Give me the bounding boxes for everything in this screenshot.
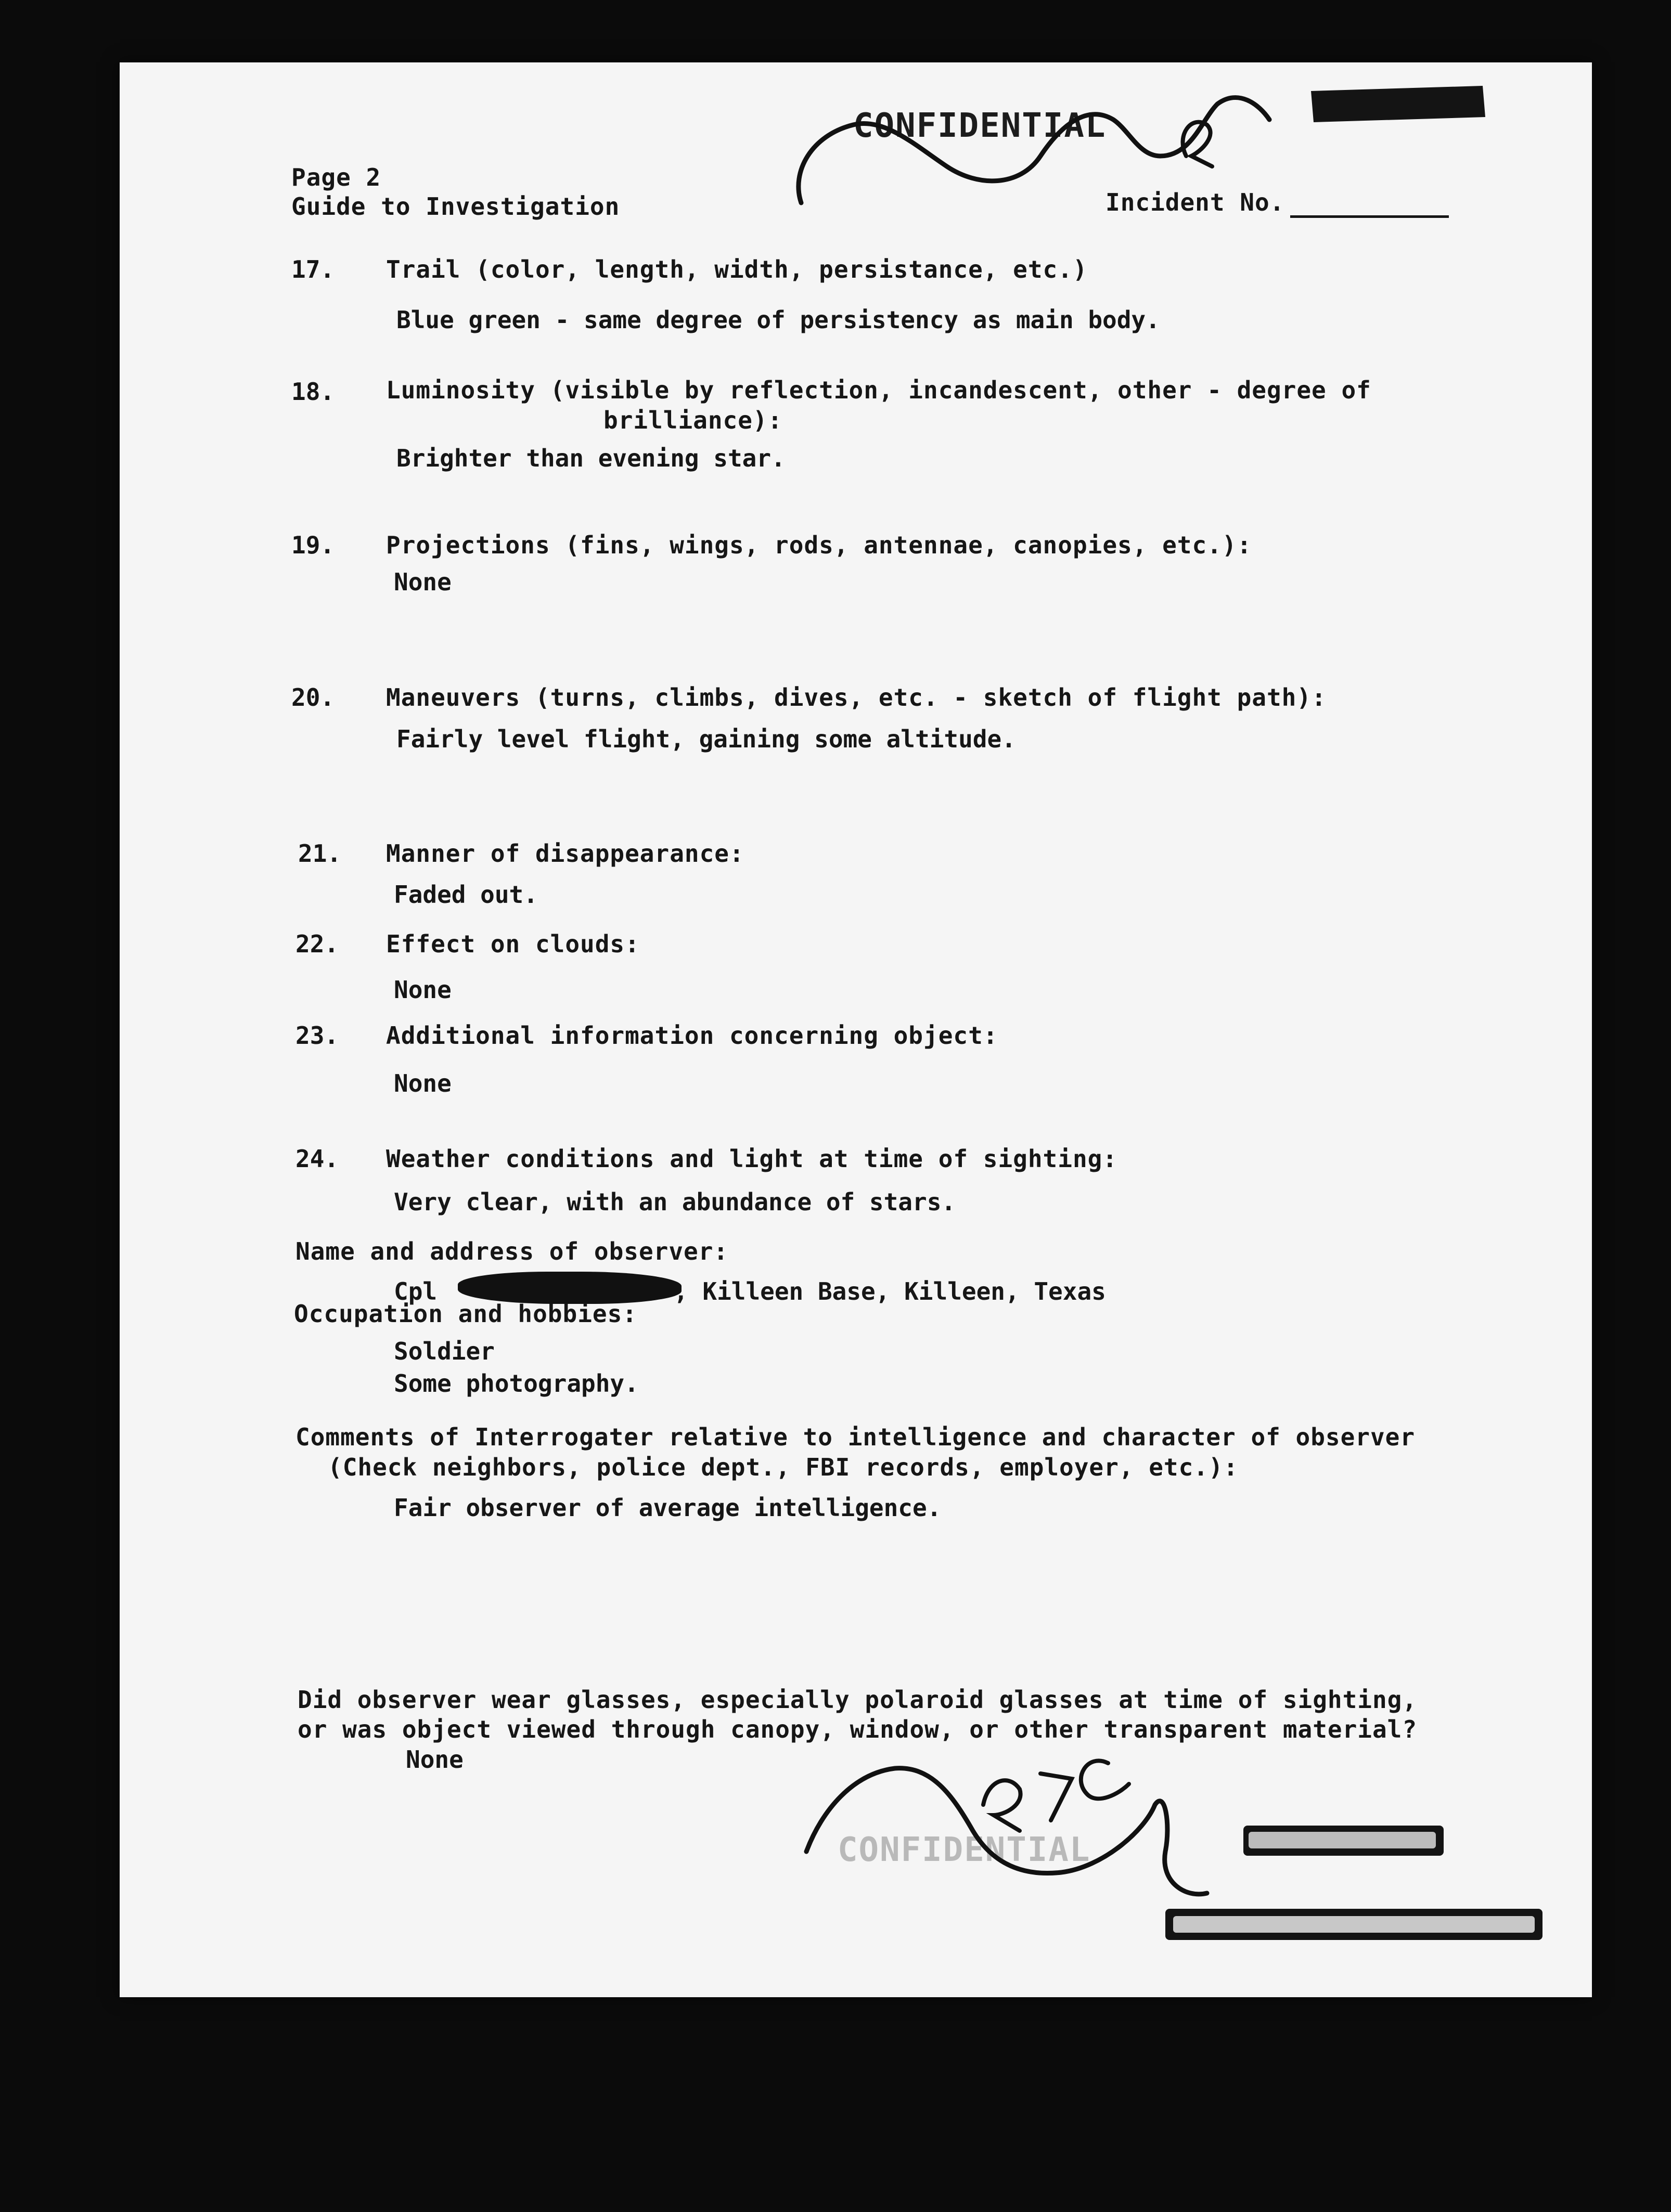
incident-number-blank xyxy=(1290,215,1449,218)
classification-stamp-top: CONFIDENTIAL xyxy=(853,107,1107,145)
observer-name-label: Name and address of observer: xyxy=(295,1237,729,1265)
document-title: Guide to Investigation xyxy=(291,192,620,221)
incident-label: Incident No. xyxy=(1106,188,1285,216)
item-17-question: Trail (color, length, width, persistance, etc.) xyxy=(386,255,1088,283)
comments-label: Comments of Interrogater relative to intelligence and character of observer xyxy=(295,1423,1416,1451)
page-number: Page 2 xyxy=(291,163,381,191)
comments-value: Fair observer of average intelligence. xyxy=(394,1494,942,1522)
item-21-answer: Faded out. xyxy=(394,881,538,909)
glasses-answer: None xyxy=(406,1745,464,1774)
item-20-number: 20. xyxy=(291,683,335,712)
item-23-number: 23. xyxy=(295,1021,339,1050)
item-24-question: Weather conditions and light at time of sighting: xyxy=(386,1145,1118,1173)
item-20-question: Maneuvers (turns, climbs, dives, etc. - sketch of flight path): xyxy=(386,683,1327,712)
item-19-answer: None xyxy=(394,568,452,596)
item-22-answer: None xyxy=(394,976,452,1004)
item-18-number: 18. xyxy=(291,378,335,406)
glasses-question-continued: or was object viewed through canopy, window, or other transparent material? xyxy=(298,1715,1418,1743)
item-20-answer: Fairly level flight, gaining some altitude. xyxy=(396,725,1016,753)
glasses-question: Did observer wear glasses, especially polaroid glasses at time of sighting, xyxy=(298,1686,1418,1714)
item-21-question: Manner of disappearance: xyxy=(386,839,744,868)
item-17-number: 17. xyxy=(291,255,335,283)
item-17-answer: Blue green - same degree of persistency as main body. xyxy=(396,306,1160,334)
occupation-label: Occupation and hobbies: xyxy=(294,1300,637,1328)
item-23-answer: None xyxy=(394,1069,452,1097)
redacted-name xyxy=(458,1272,682,1304)
item-22-number: 22. xyxy=(295,930,339,958)
observer-rank: Cpl xyxy=(394,1277,438,1305)
item-18-question: Luminosity (visible by reflection, incandescent, other - degree of xyxy=(386,376,1371,404)
hobbies-value: Some photography. xyxy=(394,1369,639,1398)
item-22-question: Effect on clouds: xyxy=(386,930,640,958)
occupation-value: Soldier xyxy=(394,1337,495,1365)
classification-stamp-bottom: CONFIDENTIAL xyxy=(838,1831,1091,1869)
observer-address: , Killeen Base, Killeen, Texas xyxy=(674,1277,1106,1305)
item-23-question: Additional information concerning object: xyxy=(386,1021,998,1050)
item-18-question-continued: brilliance): xyxy=(603,406,783,434)
item-21-number: 21. xyxy=(298,839,342,868)
item-18-answer: Brighter than evening star. xyxy=(396,444,786,472)
item-24-answer: Very clear, with an abundance of stars. xyxy=(394,1188,956,1216)
comments-label-continued: (Check neighbors, police dept., FBI records, employer, etc.): xyxy=(328,1453,1239,1481)
item-19-number: 19. xyxy=(291,531,335,559)
item-19-question: Projections (fins, wings, rods, antennae, canopies, etc.): xyxy=(386,531,1252,559)
item-24-number: 24. xyxy=(295,1145,339,1173)
